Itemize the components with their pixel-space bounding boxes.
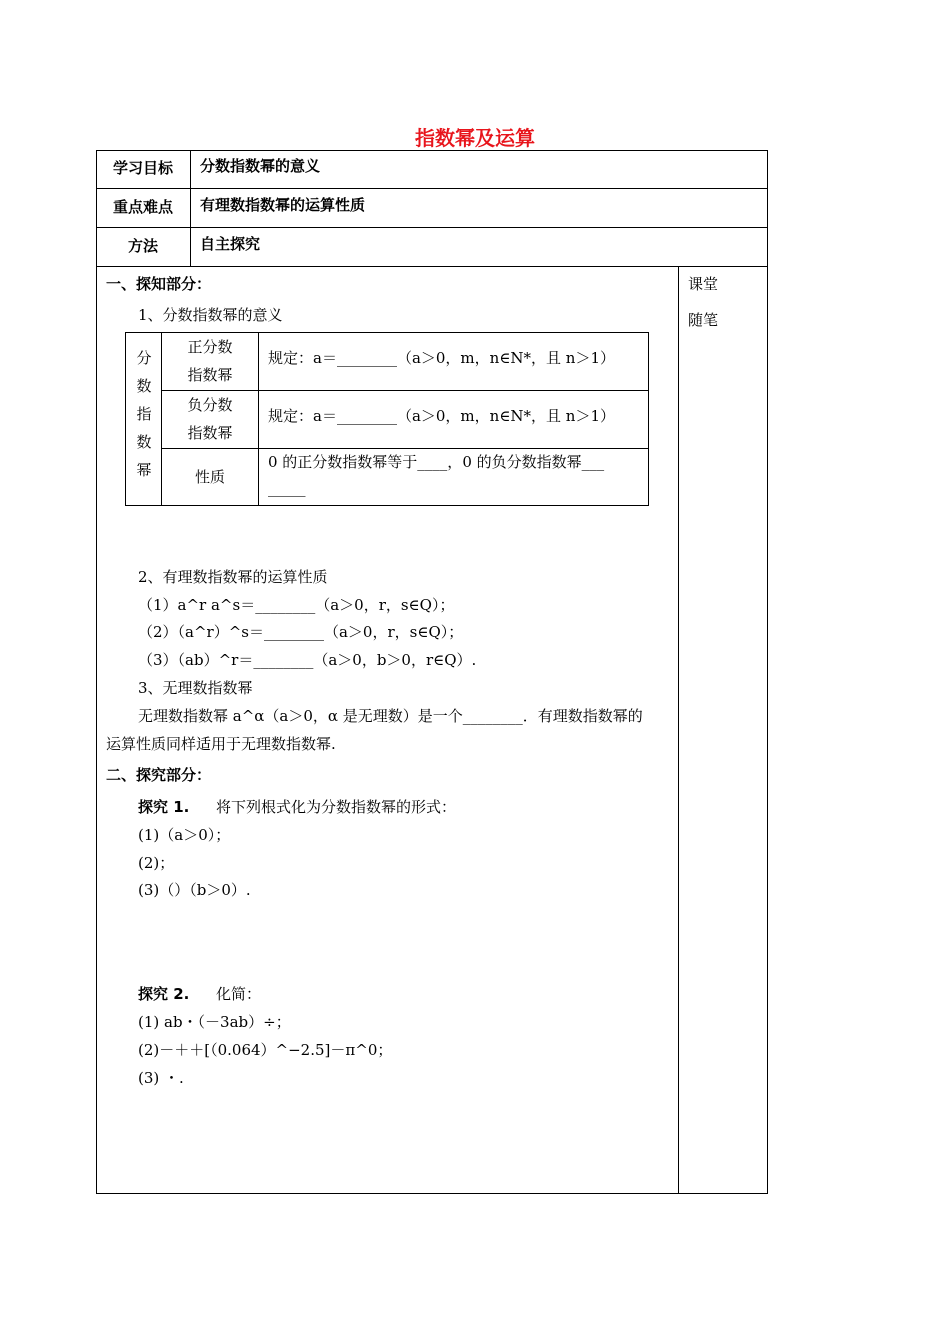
header-label-goal: 学习目标 [112,159,173,177]
explore2-item: (2)－＋＋[（0.064）^−2.5]－π^0； [138,1041,393,1059]
explore1-item: (2)； [138,854,175,872]
table-cell-rule: 0 的正分数指数幂等于____，0 的负分数指数幂___ [268,453,605,471]
explore2-item: (1) ab・（－3ab）÷； [138,1013,291,1031]
row-divider [96,227,768,228]
side-column-divider [678,266,679,1194]
table-row-header-char: 指 [136,405,152,423]
side-note-line1: 课堂 [688,275,719,293]
table-row-header-char: 分 [136,349,152,367]
row-divider [96,266,768,267]
item2-title: 2、有理数指数幂的运算性质 [138,568,328,586]
table-cell-name: 指数幂 [187,366,233,384]
table-row-header-char: 数 [136,377,152,395]
page-title: 指数幂及运算 [415,126,535,150]
header-value-method: 自主探究 [200,235,261,253]
table-col-divider [258,332,259,506]
header-value-key-points: 有理数指数幂的运算性质 [200,196,366,214]
header-label-key-points: 重点难点 [112,198,173,216]
explore2-label: 探究 2. [138,985,190,1003]
explore2-item: (3) ・. [138,1069,184,1087]
table-cell-name: 负分数 [187,396,233,414]
header-label-method: 方法 [127,237,158,255]
explore1-text: 将下列根式化为分数指数幂的形式： [216,798,457,816]
section2-heading: 二、探究部分： [106,766,212,784]
explore2-text: 化简： [216,985,262,1003]
item1-title: 1、分数指数幂的意义 [138,306,283,324]
item2-line: （1）a^r a^s＝________（a＞0，r，s∈Q）； [138,596,455,614]
item2-line: （2）（a^r）^s＝________（a＞0，r，s∈Q）； [138,623,464,641]
table-cell-name: 性质 [194,468,225,486]
table-cell-name: 指数幂 [187,424,233,442]
row-divider [96,188,768,189]
table-row-divider [161,448,649,449]
explore1-item: (1)（a＞0）； [138,826,231,844]
item3-line: 无理数指数幂 a^α（a＞0，α 是无理数）是一个________．有理数指数幂的 [138,707,643,725]
explore1-item: (3)（）（b＞0）. [138,881,251,899]
table-cell-rule: _____ [268,479,306,497]
side-note-line2: 随笔 [688,311,719,329]
explore1-label: 探究 1. [138,798,190,816]
table-row-header-char: 幂 [136,461,152,479]
item3-line: 运算性质同样适用于无理数指数幂. [106,735,336,753]
table-cell-rule: 规定：a＝________（a＞0，m，n∈N*，且 n＞1） [268,349,616,367]
header-value-goal: 分数指数幂的意义 [200,157,321,175]
item2-line: （3）（ab）^r＝________（a＞0，b＞0，r∈Q）. [138,651,477,669]
item3-title: 3、无理数指数幂 [138,679,253,697]
column-divider [190,150,191,266]
table-cell-name: 正分数 [187,338,233,356]
table-row-header-char: 数 [136,433,152,451]
table-cell-rule: 规定：a＝________（a＞0，m，n∈N*，且 n＞1） [268,407,616,425]
section1-heading: 一、探知部分： [106,275,212,293]
